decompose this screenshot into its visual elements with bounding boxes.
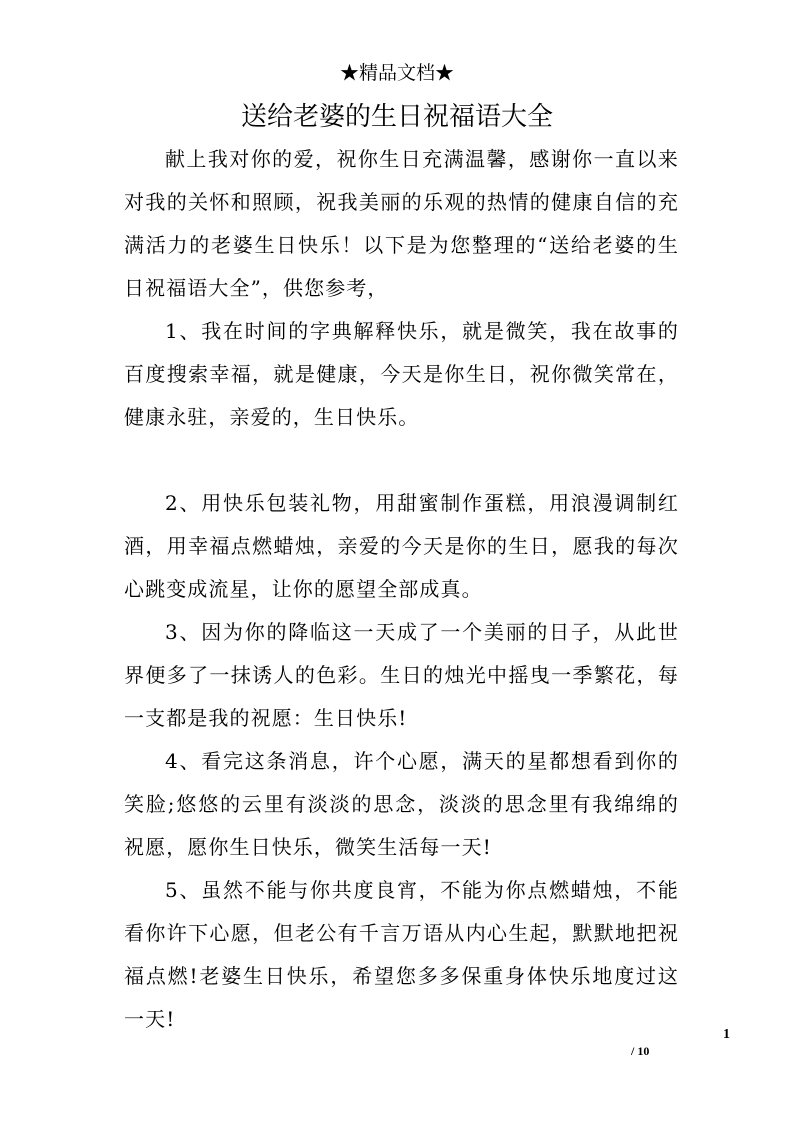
blessing-paragraph-1: 1、我在时间的字典解释快乐，就是微笑，我在故事的百度搜索幸福，就是健康，今天是你生日，祝你微笑常在，健康永驻，亲爱的，生日快乐。 [124, 319, 679, 429]
document-body [124, 138, 679, 1041]
blessing-paragraph-4: 4、看完这条消息，许个心愿，满天的星都想看到你的笑脸;悠悠的云里有淡淡的思念，淡淡的思念里有我绵绵的祝愿，愿你生日快乐，微笑生活每一天! [124, 749, 679, 859]
page-number: 1 [723, 1027, 730, 1042]
blessing-paragraph-2: 2、用快乐包装礼物，用甜蜜制作蛋糕，用浪漫调制红酒，用幸福点燃蜡烛，亲爱的今天是你的生日，愿我的每次心跳变成流星，让你的愿望全部成真。 [124, 491, 679, 601]
blessing-paragraph-3: 3、因为你的降临这一天成了一个美丽的日子，从此世界便多了一抹诱人的色彩。生日的烛光中摇曳一季繁花，每一支都是我的祝愿：生日快乐! [124, 620, 679, 730]
document-title: 送给老婆的生日祝福语大全 [240, 102, 553, 132]
document-header-badge: ★精品文档★ [339, 62, 454, 84]
intro-paragraph: 献上我对你的爱，祝你生日充满温馨，感谢你一直以来对我的关怀和照顾，祝我美丽的乐观的热情的健康自信的充满活力的老婆生日快乐！以下是为您整理的“送给老婆的生日祝福语大全”，供您参考， [124, 147, 679, 300]
page-total: / 10 [631, 1044, 650, 1058]
blessing-paragraph-5: 5、虽然不能与你共度良宵，不能为你点燃蜡烛，不能看你许下心愿，但老公有千言万语从内心生起，默默地把祝福点燃!老婆生日快乐，希望您多多保重身体快乐地度过这一天! [124, 878, 679, 1031]
